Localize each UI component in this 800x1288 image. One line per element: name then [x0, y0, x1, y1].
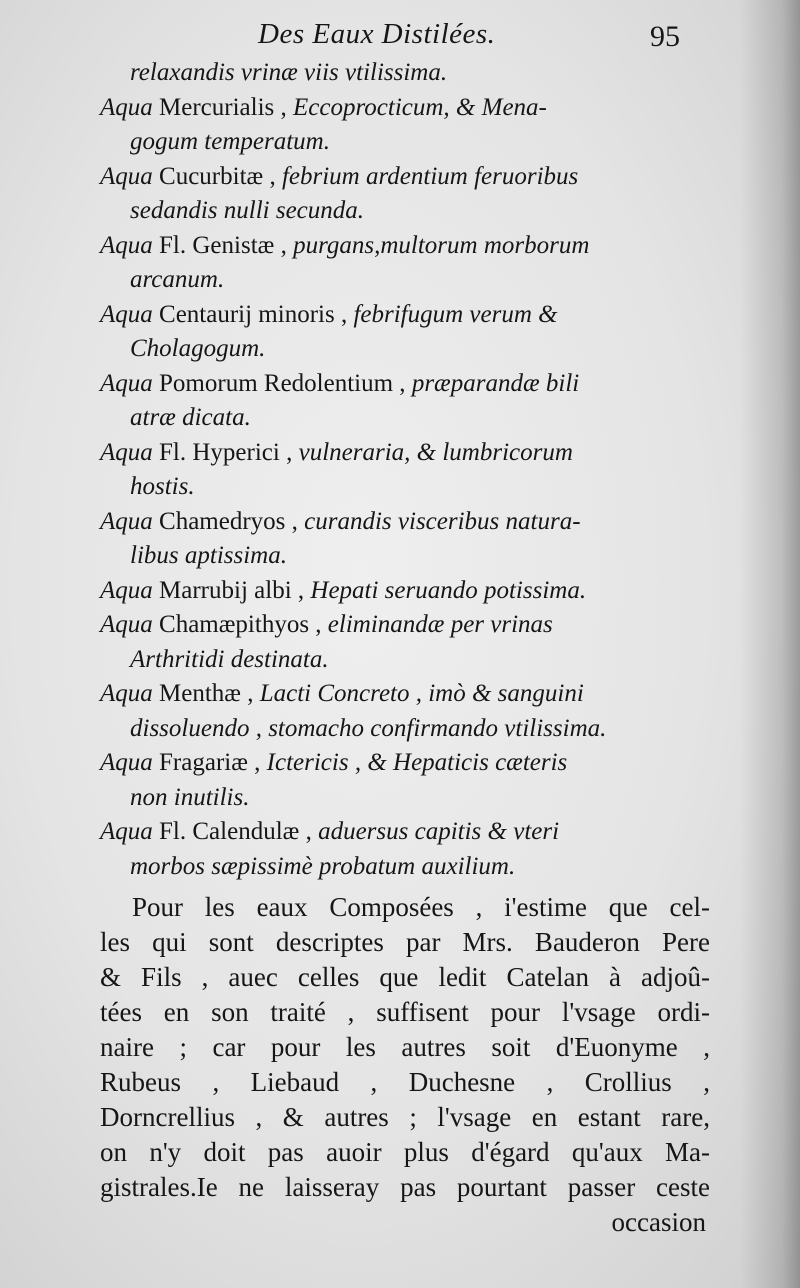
- entry-description: purgans,multorum morborum: [293, 231, 590, 259]
- page-edge-shadow: [740, 0, 800, 1288]
- prose-line: & Fils , auec celles que ledit Catelan à adjoû-: [100, 962, 710, 992]
- entry-plant-name: Mercurialis ,: [152, 93, 294, 121]
- entry-line: [100, 470, 710, 505]
- entry-description: curandis visceribus natura-: [304, 507, 581, 535]
- entry-description: Hepati seruando potissima.: [310, 576, 587, 604]
- entry-description: gogum temperatum.: [130, 128, 330, 155]
- entry-line: [100, 505, 710, 540]
- entry-description: Arthritidi destinata.: [130, 645, 329, 673]
- recipe-entries-list: [100, 56, 710, 884]
- entry-line: [100, 712, 710, 747]
- entry-plant-name: Fl. Calendulæ ,: [152, 818, 319, 845]
- entry-line: [100, 781, 710, 816]
- entry-lead-word: Aqua: [100, 749, 153, 776]
- prose-line: Rubeus , Liebaud , Duchesne , Crollius ,: [100, 1067, 710, 1097]
- entry-line: [100, 160, 710, 195]
- entry-line: [100, 229, 710, 264]
- entry-description: arcanum.: [130, 266, 225, 293]
- entry-description: Lacti Concreto , imò & sanguini: [259, 680, 584, 707]
- entry-line: [100, 56, 710, 91]
- entry-lead-word: Aqua: [100, 576, 153, 604]
- page-number: 95: [650, 20, 680, 53]
- entry-line: [100, 436, 710, 471]
- entry-plant-name: Cucurbitæ ,: [152, 162, 282, 190]
- entry-description: Eccoprocticum, & Mena-: [293, 93, 547, 121]
- entry-lead-word: Aqua: [100, 300, 153, 328]
- prose-line: gistrales.Ie ne laisseray pas pourtant passer ceste: [100, 1172, 710, 1202]
- entry-plant-name: Fragariæ ,: [152, 749, 267, 776]
- entry-description: relaxandis vrinæ viis vtilissima.: [130, 59, 448, 86]
- prose-line: Pour les eaux Composées , i'estime que cel-: [132, 892, 710, 922]
- entry-description: præparandæ bili: [411, 369, 580, 397]
- entry-line: [100, 263, 710, 298]
- entry-line: [100, 643, 710, 678]
- entry-plant-name: Pomorum Redolentium ,: [152, 369, 412, 397]
- entry-description: febrifugum verum &: [353, 300, 558, 328]
- entry-lead-word: Aqua: [100, 507, 153, 535]
- entry-line: [100, 298, 710, 333]
- entry-description: aduersus capitis & vteri: [318, 818, 560, 845]
- entry-description: morbos sæpissimè probatum auxilium.: [130, 852, 516, 880]
- entry-line: [100, 332, 710, 367]
- entry-description: Cholagogum.: [130, 335, 266, 362]
- entry-line: [100, 608, 710, 643]
- entry-line: [100, 91, 710, 126]
- entry-line: [100, 815, 710, 850]
- entry-line: [100, 401, 710, 436]
- entry-plant-name: Chamedryos ,: [152, 507, 305, 535]
- entry-lead-word: Aqua: [100, 369, 153, 397]
- entry-lead-word: Aqua: [100, 818, 153, 845]
- entry-lead-word: Aqua: [100, 611, 153, 638]
- entry-description: hostis.: [130, 473, 195, 500]
- entry-line: [100, 746, 710, 781]
- prose-line: les qui sont descriptes par Mrs. Bauderon Pere: [100, 927, 710, 957]
- entry-line: [100, 850, 710, 885]
- entry-plant-name: Centaurij minoris ,: [152, 300, 354, 328]
- entry-description: non inutilis.: [130, 783, 250, 811]
- prose-line: Dorncrellius , & autres ; l'vsage en estant rare,: [100, 1102, 710, 1132]
- entry-plant-name: Marrubij albi ,: [152, 576, 311, 604]
- entry-description: eliminandæ per vrinas: [327, 611, 553, 638]
- prose-paragraph: [100, 890, 710, 1240]
- entry-line: [100, 574, 710, 609]
- entry-line: [100, 125, 710, 160]
- entry-line: [100, 367, 710, 402]
- entry-plant-name: Fl. Genistæ ,: [152, 231, 294, 259]
- entry-lead-word: Aqua: [100, 162, 153, 190]
- entry-lead-word: Aqua: [100, 231, 153, 259]
- entry-plant-name: Menthæ ,: [152, 680, 260, 707]
- prose-line: tées en son traité , suffisent pour l'vsage ordi-: [100, 997, 710, 1027]
- entry-line: [100, 194, 710, 229]
- entry-description: dissoluendo , stomacho confirmando vtilissima.: [130, 714, 607, 742]
- entry-plant-name: Chamæpithyos ,: [152, 611, 328, 638]
- entry-description: libus aptissima.: [130, 542, 287, 569]
- entry-description: vulneraria, & lumbricorum: [298, 438, 573, 466]
- entry-description: atræ dicata.: [130, 404, 251, 431]
- prose-line: naire ; car pour les autres soit d'Euonyme ,: [100, 1032, 710, 1062]
- entry-lead-word: Aqua: [100, 93, 153, 121]
- entry-lead-word: Aqua: [100, 438, 153, 466]
- entry-line: [100, 677, 710, 712]
- prose-line: on n'y doit pas auoir plus d'égard qu'aux Ma-: [100, 1137, 710, 1167]
- entry-description: febrium ardentium feruoribus: [281, 162, 579, 190]
- entry-description: sedandis nulli secunda.: [130, 197, 365, 224]
- entry-plant-name: Fl. Hyperici ,: [152, 438, 299, 466]
- prose-line: occasion: [611, 1207, 706, 1237]
- entry-lead-word: Aqua: [100, 680, 153, 707]
- page-header: [0, 18, 800, 58]
- entry-description: Ictericis , & Hepaticis cæteris: [266, 749, 568, 776]
- entry-line: [100, 539, 710, 574]
- running-title: Des Eaux Distilées.: [258, 18, 496, 50]
